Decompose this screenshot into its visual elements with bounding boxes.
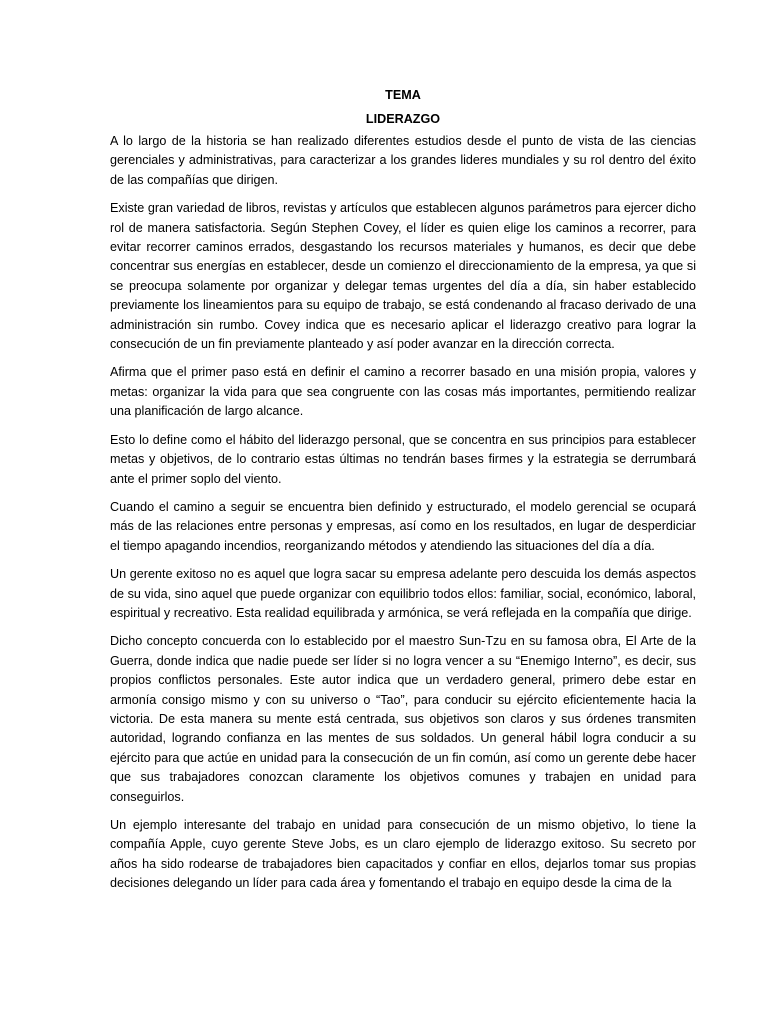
document-title: TEMA — [385, 88, 421, 102]
document-body — [110, 86, 696, 903]
paragraph-8: Un ejemplo interesante del trabajo en unidad para consecución de un mismo objetivo, lo tiene la compañía Apple, cuyo gerente Steve Jobs, es un claro ejemplo de liderazgo exitoso. Su secreto por años ha sido rodearse de trabajadores bien capacitados y confiar en ellos, dejarlos tomar sus propias decisiones delegando un líder para cada área y fomentando el trabajo en equipo desde la cima de la — [110, 818, 696, 891]
document-subtitle: LIDERAZGO — [365, 112, 441, 126]
paragraph-1: A lo largo de la historia se han realizado diferentes estudios desde el punto de vista de las ciencias gerenciales y administrativas, para caracterizar a los grandes lideres mundiales y su rol dentro del éxito de las compañías que dirigen. — [110, 134, 696, 187]
paragraph-3: Afirma que el primer paso está en definir el camino a recorrer basado en una misión propia, valores y metas: organizar la vida para que sea congruente con las cosas más importantes, permitiendo realizar una planificación de largo alcance. — [110, 365, 696, 419]
paragraph-5: Cuando el camino a seguir se encuentra bien definido y estructurado, el modelo gerencial se ocupará más de las relaciones entre personas y empresas, así como en los resultados, en lugar de desperdiciar el tiempo apagando incendios, reorganizando métodos y atendiendo las situaciones del día a día. — [110, 499, 696, 553]
paragraph-7: Dicho concepto concuerda con lo establecido por el maestro Sun-Tzu en su famosa obra, El Arte de la Guerra, donde indica que nadie puede ser líder si no logra vencer a su “Enemigo Interno”, es decir, sus propios conflictos personales. Este autor indica que un verdadero general, primero debe estar en armonía consigo mismo y con su universo o “Tao”, para conducir su ejército eficientemente hacia la victoria. De esta manera su mente está centrada, sus objetivos son claros y sus órdenes transmiten autoridad, logrando confianza en las mentes de sus soldados. Un general hábil logra conducir a su ejército para que actúe en unidad para la consecución de un fin común, así como un gerente debe hacer que sus trabajadores conozcan claramente los objetivos comunes y trabajen en unidad para conseguirlos. — [110, 634, 696, 804]
paragraph-6: Un gerente exitoso no es aquel que logra sacar su empresa adelante pero descuida los demás aspectos de su vida, sino aquel que puede organizar con equilibrio todos ellos: familiar, social, económico, laboral, espiritual y recreativo. Esta realidad equilibrada y armónica, se verá reflejada en la compañía que dirige. — [110, 567, 696, 620]
paragraph-2: Existe gran variedad de libros, revistas y artículos que establecen algunos parámetros para ejercer dicho rol de manera satisfactoria. Según Stephen Covey, el líder es quien elige los caminos a recorrer, para evitar recorrer caminos errados, desgastando los recursos materiales y humanos, es decir que debe concentrar sus energías en establecer, desde un comienzo el direccionamiento de la empresa, ya que si se preocupa solamente por organizar y delegar temas urgentes del día a día, sin haber establecido previamente los lineamientos para su equipo de trabajo, se está condenando al fracaso derivado de una administración sin rumbo. Covey indica que es necesario aplicar el liderazgo creativo para lograr la consecución de un fin previamente planteado y así poder avanzar en la dirección correcta. — [110, 201, 696, 352]
paragraph-4: Esto lo define como el hábito del liderazgo personal, que se concentra en sus principios para establecer metas y objetivos, de lo contrario estas últimas no tendrán bases firmes y la estrategia se derrumbará ante el primer soplo del viento. — [110, 432, 696, 486]
